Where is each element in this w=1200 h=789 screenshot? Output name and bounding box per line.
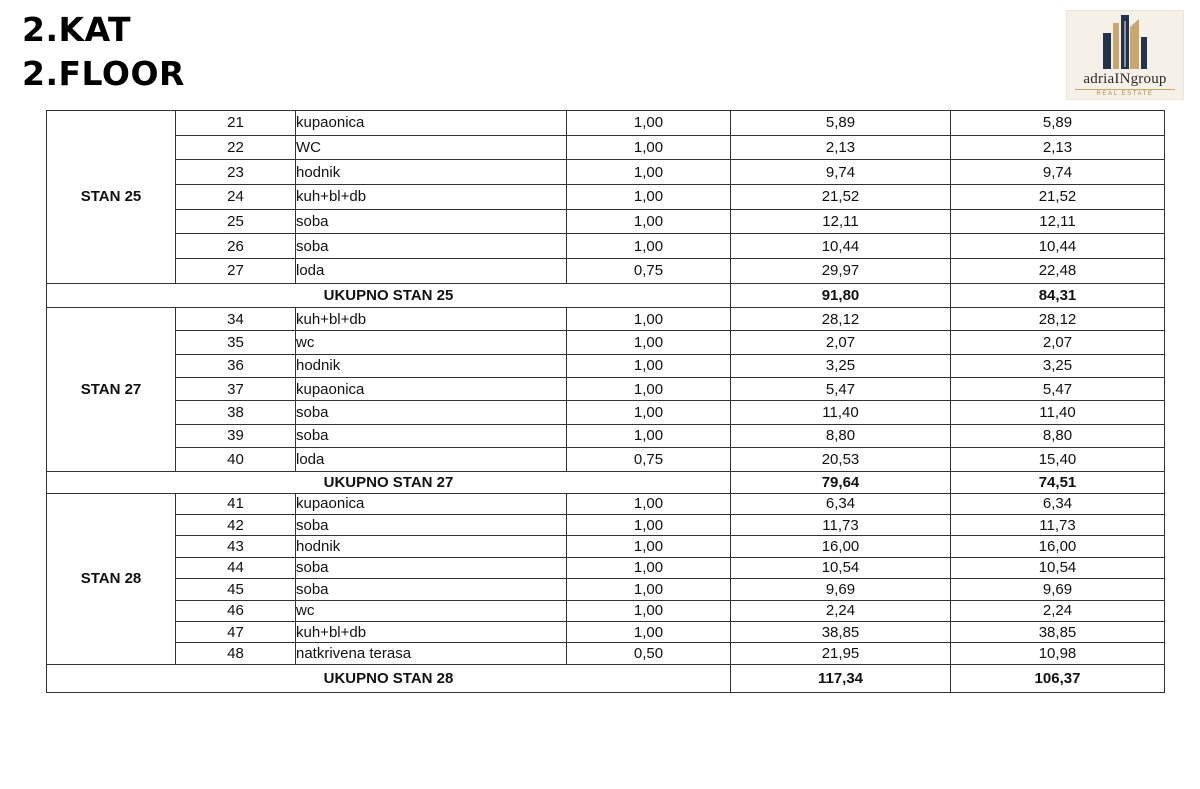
total-area-cell: 91,80 (731, 283, 951, 307)
area-cell: 2,07 (731, 331, 951, 354)
net-area-cell: 2,07 (951, 331, 1165, 354)
room-name-cell: WC (296, 135, 567, 160)
logo-tagline: REAL ESTATE (1096, 91, 1154, 97)
table-row (47, 536, 1165, 557)
area-cell: 21,52 (731, 185, 951, 210)
table-row (47, 185, 1165, 210)
total-label-cell: UKUPNO STAN 27 (47, 471, 731, 493)
table-row (47, 259, 1165, 284)
net-area-cell: 9,69 (951, 579, 1165, 600)
room-number-cell: 44 (176, 557, 296, 578)
room-number-cell: 24 (176, 185, 296, 210)
room-number-cell: 34 (176, 307, 296, 330)
net-area-cell: 9,74 (951, 160, 1165, 185)
area-cell: 12,11 (731, 209, 951, 234)
net-area-cell: 11,73 (951, 514, 1165, 535)
table-row (47, 234, 1165, 259)
net-area-cell: 38,85 (951, 621, 1165, 642)
total-label-cell: UKUPNO STAN 25 (47, 283, 731, 307)
table-row (47, 557, 1165, 578)
coefficient-cell: 0,75 (567, 259, 731, 284)
room-number-cell: 23 (176, 160, 296, 185)
coefficient-cell: 1,00 (567, 424, 731, 447)
floor-title-english: 2.FLOOR (22, 54, 185, 93)
room-number-cell: 48 (176, 643, 296, 664)
room-number-cell: 45 (176, 579, 296, 600)
coefficient-cell: 1,00 (567, 331, 731, 354)
coefficient-cell: 1,00 (567, 514, 731, 535)
area-cell: 28,12 (731, 307, 951, 330)
table-row (47, 160, 1165, 185)
room-number-cell: 47 (176, 621, 296, 642)
area-cell: 20,53 (731, 448, 951, 471)
table-row (47, 354, 1165, 377)
table-row (47, 643, 1165, 664)
room-number-cell: 21 (176, 111, 296, 136)
total-area-cell: 117,34 (731, 664, 951, 692)
area-cell: 9,74 (731, 160, 951, 185)
apartment-name-cell: STAN 28 (47, 493, 176, 664)
apartment-group (47, 307, 1165, 493)
area-cell: 11,73 (731, 514, 951, 535)
net-area-cell: 2,13 (951, 135, 1165, 160)
room-name-cell: hodnik (296, 354, 567, 377)
room-number-cell: 42 (176, 514, 296, 535)
room-name-cell: hodnik (296, 160, 567, 185)
area-cell: 2,13 (731, 135, 951, 160)
area-cell: 2,24 (731, 600, 951, 621)
logo-divider (1075, 89, 1175, 90)
room-name-cell: loda (296, 448, 567, 471)
coefficient-cell: 1,00 (567, 493, 731, 514)
page-header (22, 8, 185, 96)
room-number-cell: 36 (176, 354, 296, 377)
room-name-cell: wc (296, 600, 567, 621)
floor-title-croatian: 2.KAT (22, 10, 132, 49)
area-cell: 5,89 (731, 111, 951, 136)
coefficient-cell: 1,00 (567, 579, 731, 600)
total-net-area-cell: 106,37 (951, 664, 1165, 692)
room-number-cell: 26 (176, 234, 296, 259)
area-cell: 11,40 (731, 401, 951, 424)
table-row (47, 579, 1165, 600)
net-area-cell: 5,47 (951, 377, 1165, 400)
net-area-cell: 5,89 (951, 111, 1165, 136)
net-area-cell: 11,40 (951, 401, 1165, 424)
coefficient-cell: 1,00 (567, 307, 731, 330)
apartment-name-cell: STAN 25 (47, 111, 176, 284)
coefficient-cell: 1,00 (567, 377, 731, 400)
coefficient-cell: 0,50 (567, 643, 731, 664)
coefficient-cell: 1,00 (567, 111, 731, 136)
area-cell: 10,44 (731, 234, 951, 259)
area-cell: 29,97 (731, 259, 951, 284)
coefficient-cell: 1,00 (567, 185, 731, 210)
coefficient-cell: 1,00 (567, 600, 731, 621)
area-cell: 10,54 (731, 557, 951, 578)
logo-wordmark: adriaINgroup (1083, 71, 1167, 87)
room-name-cell: loda (296, 259, 567, 284)
apartment-group (47, 111, 1165, 308)
net-area-cell: 3,25 (951, 354, 1165, 377)
table-row (47, 377, 1165, 400)
room-name-cell: soba (296, 234, 567, 259)
net-area-cell: 15,40 (951, 448, 1165, 471)
room-name-cell: soba (296, 424, 567, 447)
room-number-cell: 27 (176, 259, 296, 284)
net-area-cell: 22,48 (951, 259, 1165, 284)
net-area-cell: 21,52 (951, 185, 1165, 210)
total-row (47, 664, 1165, 692)
skyline-logo-icon (1099, 13, 1151, 69)
area-cell: 8,80 (731, 424, 951, 447)
room-name-cell: kuh+bl+db (296, 621, 567, 642)
room-number-cell: 43 (176, 536, 296, 557)
area-cell: 38,85 (731, 621, 951, 642)
net-area-cell: 6,34 (951, 493, 1165, 514)
room-number-cell: 37 (176, 377, 296, 400)
room-number-cell: 40 (176, 448, 296, 471)
table-row (47, 424, 1165, 447)
table-row (47, 135, 1165, 160)
net-area-cell: 16,00 (951, 536, 1165, 557)
table-row (47, 448, 1165, 471)
total-net-area-cell: 84,31 (951, 283, 1165, 307)
coefficient-cell: 1,00 (567, 135, 731, 160)
room-name-cell: hodnik (296, 536, 567, 557)
table-row (47, 209, 1165, 234)
area-cell: 3,25 (731, 354, 951, 377)
coefficient-cell: 0,75 (567, 448, 731, 471)
room-number-cell: 22 (176, 135, 296, 160)
room-name-cell: kupaonica (296, 493, 567, 514)
net-area-cell: 8,80 (951, 424, 1165, 447)
table-row (47, 600, 1165, 621)
room-name-cell: soba (296, 557, 567, 578)
table-row (47, 307, 1165, 330)
total-row (47, 471, 1165, 493)
table-row (47, 401, 1165, 424)
room-number-cell: 35 (176, 331, 296, 354)
table-row (47, 493, 1165, 514)
area-cell: 9,69 (731, 579, 951, 600)
apartment-group (47, 493, 1165, 692)
total-net-area-cell: 74,51 (951, 471, 1165, 493)
coefficient-cell: 1,00 (567, 354, 731, 377)
table-row (47, 111, 1165, 136)
net-area-cell: 12,11 (951, 209, 1165, 234)
area-cell: 21,95 (731, 643, 951, 664)
coefficient-cell: 1,00 (567, 401, 731, 424)
room-name-cell: soba (296, 579, 567, 600)
area-cell: 6,34 (731, 493, 951, 514)
coefficient-cell: 1,00 (567, 160, 731, 185)
area-cell: 16,00 (731, 536, 951, 557)
room-number-cell: 25 (176, 209, 296, 234)
room-name-cell: natkrivena terasa (296, 643, 567, 664)
coefficient-cell: 1,00 (567, 621, 731, 642)
coefficient-cell: 1,00 (567, 557, 731, 578)
room-name-cell: kuh+bl+db (296, 185, 567, 210)
room-number-cell: 41 (176, 493, 296, 514)
net-area-cell: 28,12 (951, 307, 1165, 330)
room-name-cell: kuh+bl+db (296, 307, 567, 330)
room-name-cell: kupaonica (296, 377, 567, 400)
apartment-name-cell: STAN 27 (47, 307, 176, 471)
net-area-cell: 10,54 (951, 557, 1165, 578)
net-area-cell: 2,24 (951, 600, 1165, 621)
room-name-cell: kupaonica (296, 111, 567, 136)
table-row (47, 514, 1165, 535)
total-row (47, 283, 1165, 307)
net-area-cell: 10,98 (951, 643, 1165, 664)
coefficient-cell: 1,00 (567, 536, 731, 557)
room-name-cell: soba (296, 209, 567, 234)
total-label-cell: UKUPNO STAN 28 (47, 664, 731, 692)
net-area-cell: 10,44 (951, 234, 1165, 259)
table-row (47, 621, 1165, 642)
table-row (47, 331, 1165, 354)
room-name-cell: wc (296, 331, 567, 354)
coefficient-cell: 1,00 (567, 234, 731, 259)
area-cell: 5,47 (731, 377, 951, 400)
room-name-cell: soba (296, 514, 567, 535)
room-number-cell: 46 (176, 600, 296, 621)
room-name-cell: soba (296, 401, 567, 424)
room-number-cell: 38 (176, 401, 296, 424)
room-number-cell: 39 (176, 424, 296, 447)
coefficient-cell: 1,00 (567, 209, 731, 234)
total-area-cell: 79,64 (731, 471, 951, 493)
apartment-area-table (46, 110, 1165, 693)
company-logo (1066, 10, 1184, 100)
